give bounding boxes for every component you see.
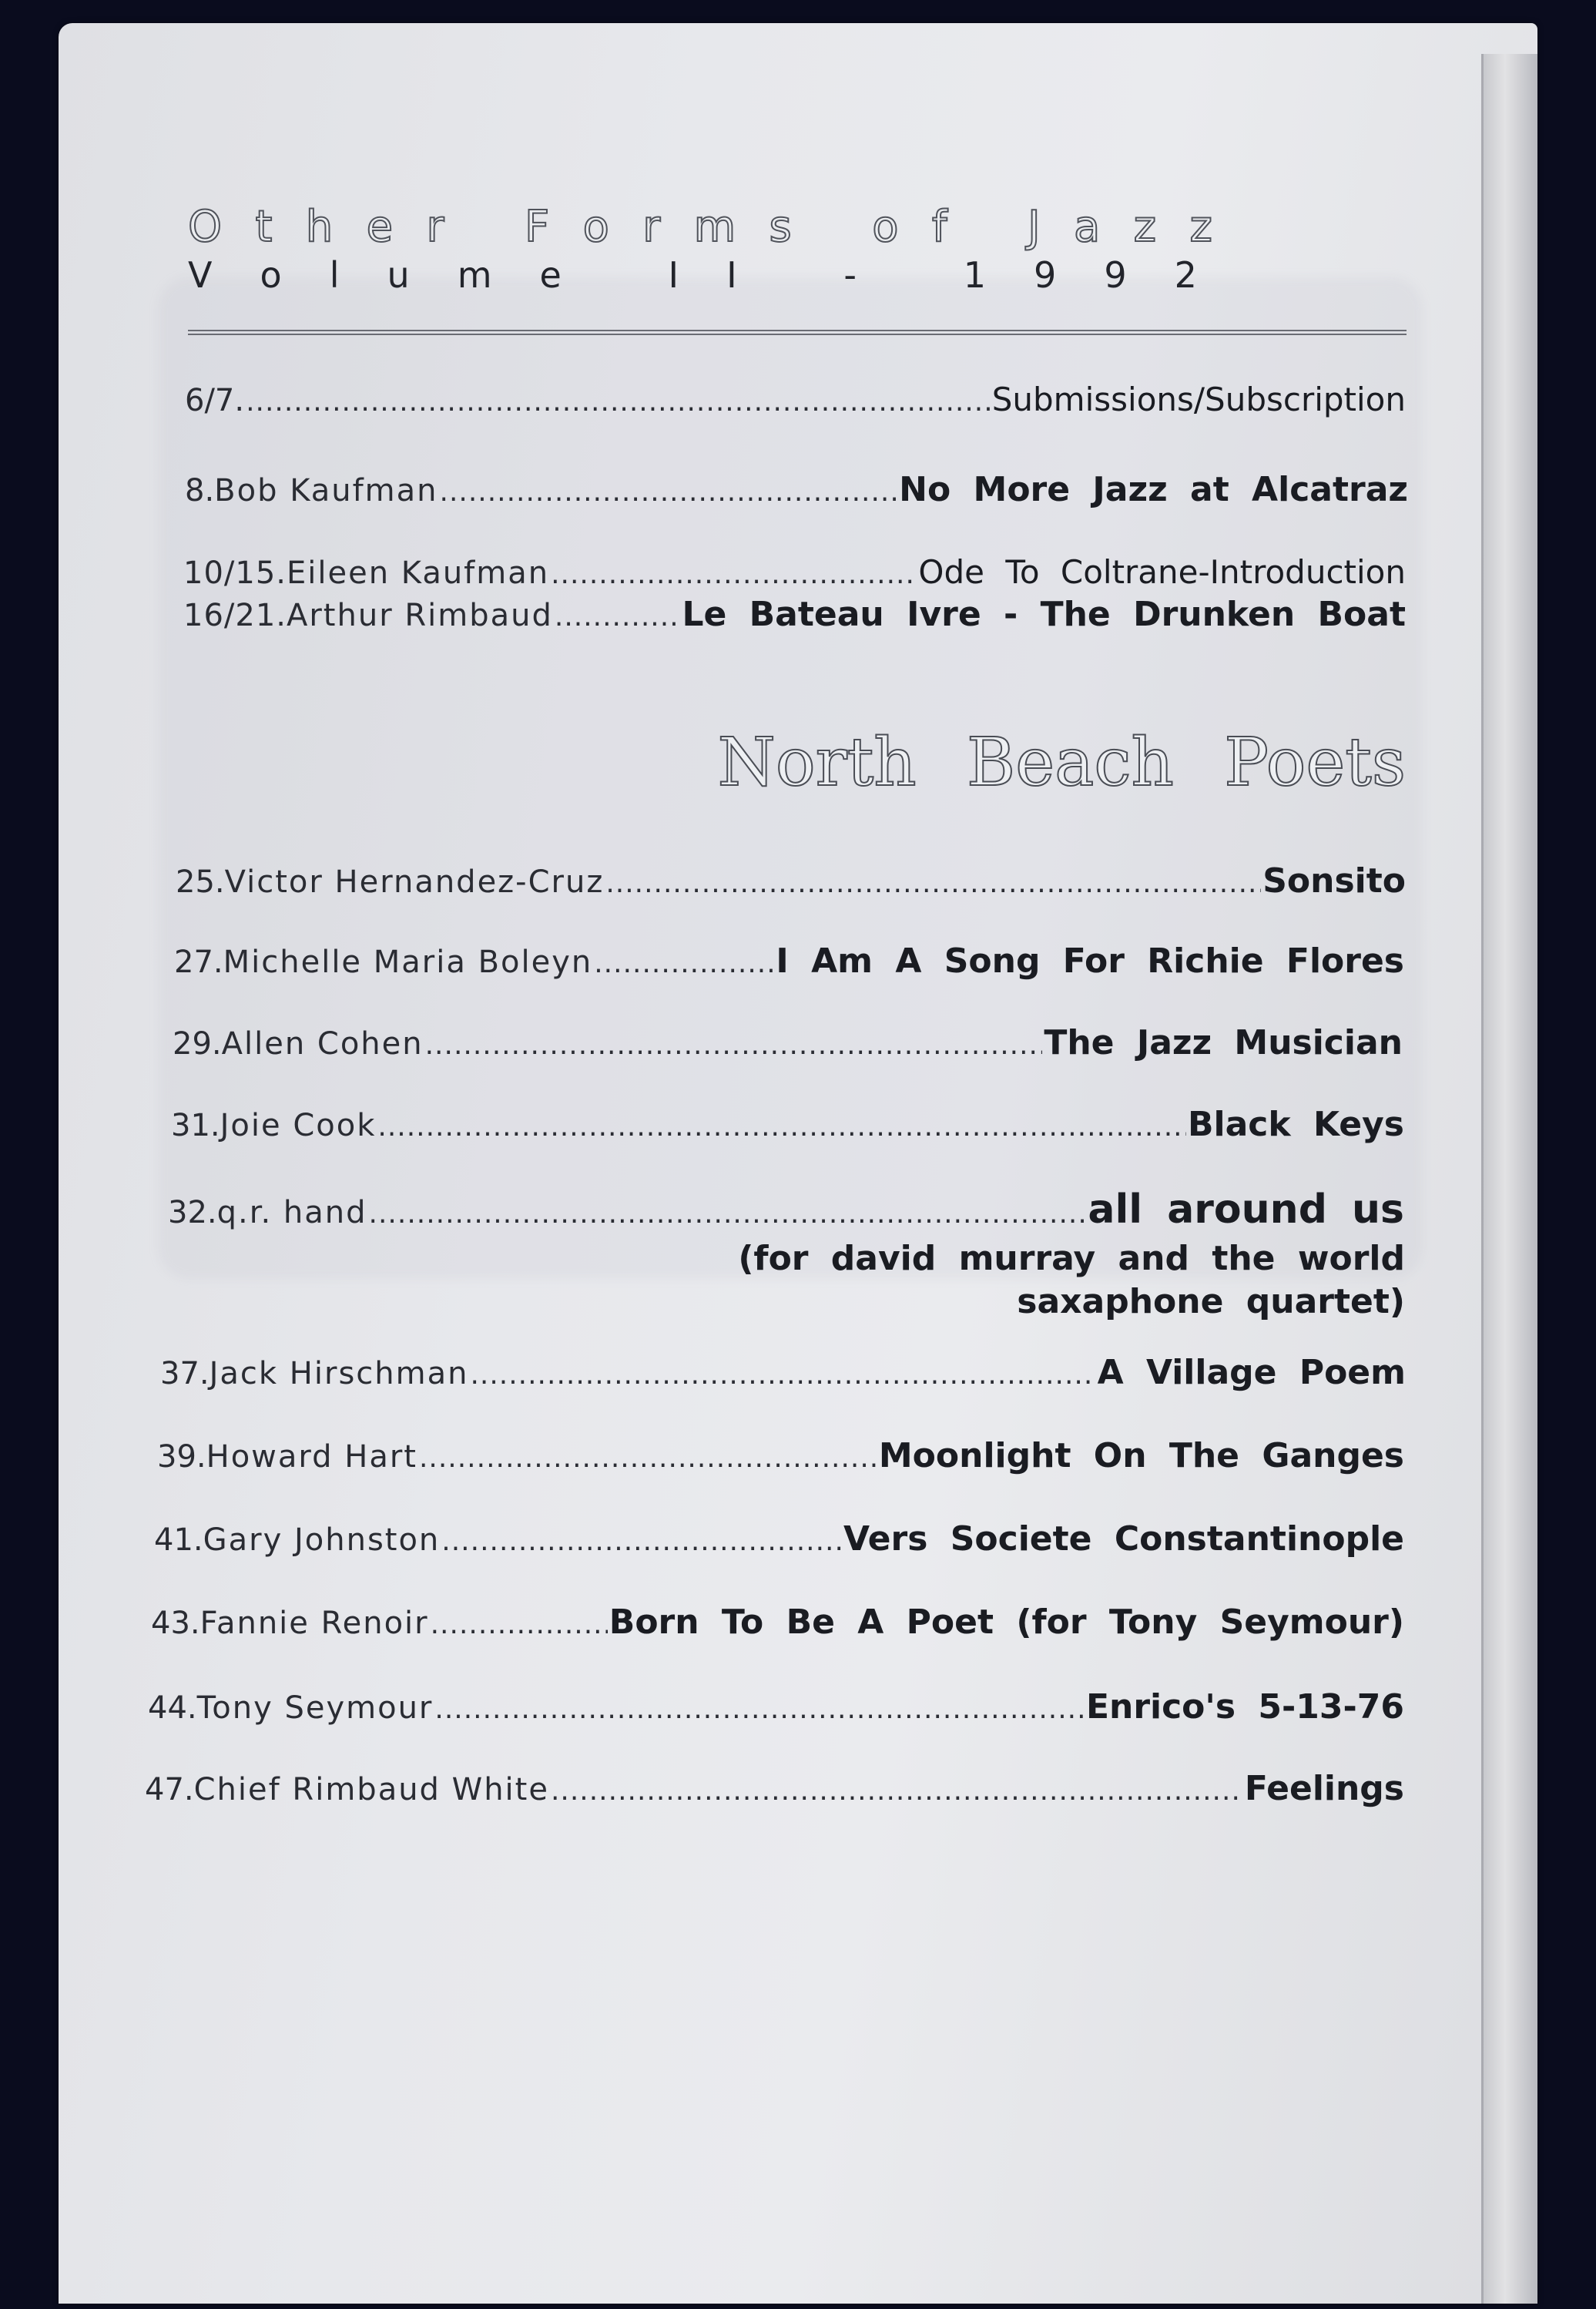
toc-entry bbox=[160, 1353, 1406, 1392]
page-number: 27. bbox=[174, 945, 223, 980]
toc-entry bbox=[173, 1023, 1403, 1062]
masthead-letter: J bbox=[1028, 202, 1041, 252]
masthead-letter: s bbox=[769, 202, 792, 252]
dot-leader bbox=[377, 1111, 1186, 1143]
masthead-letter bbox=[478, 202, 491, 252]
page-number: 31. bbox=[171, 1108, 220, 1143]
masthead-letter: 9 bbox=[1104, 254, 1127, 296]
masthead-letter: z bbox=[1133, 202, 1157, 252]
masthead-letter: h bbox=[305, 202, 334, 252]
masthead-letter bbox=[609, 254, 621, 296]
author-name: Bob Kaufman bbox=[214, 473, 438, 508]
masthead-letter: r bbox=[642, 202, 661, 252]
work-title: Vers Societe Constantinople bbox=[843, 1519, 1404, 1559]
masthead-letter bbox=[904, 254, 916, 296]
dot-leader bbox=[470, 1359, 1095, 1391]
author-name: Michelle Maria Boleyn bbox=[223, 945, 593, 980]
dot-leader bbox=[441, 1525, 842, 1557]
masthead-letter: 9 bbox=[1034, 254, 1057, 296]
page-number: 39. bbox=[157, 1439, 206, 1475]
work-title: No More Jazz at Alcatraz bbox=[899, 470, 1408, 509]
dot-leader bbox=[419, 1442, 877, 1474]
author-name: Victor Hernandez-Cruz bbox=[224, 864, 605, 900]
masthead-letter: f bbox=[931, 202, 947, 252]
dot-leader bbox=[555, 601, 681, 633]
masthead-letter: 1 bbox=[963, 254, 986, 296]
author-name: Gary Johnston bbox=[203, 1522, 441, 1558]
masthead-letter: u bbox=[387, 254, 410, 296]
masthead-letter: O bbox=[188, 202, 223, 252]
dot-leader bbox=[440, 476, 898, 508]
masthead-letter: r bbox=[426, 202, 444, 252]
page-number: 8. bbox=[185, 473, 215, 508]
work-title: A Village Poem bbox=[1097, 1353, 1406, 1392]
booklet-page bbox=[59, 23, 1537, 2304]
masthead-letter bbox=[981, 202, 994, 252]
toc-entry bbox=[183, 595, 1406, 634]
section-heading: North Beach Poets bbox=[717, 724, 1406, 801]
masthead-letter: m bbox=[693, 202, 736, 252]
masthead-letter: z bbox=[1189, 202, 1212, 252]
masthead-letter: e bbox=[539, 254, 562, 296]
page-number: 44. bbox=[148, 1690, 197, 1726]
masthead-letter: a bbox=[1073, 202, 1101, 252]
header-rule bbox=[188, 330, 1407, 335]
author-name: Allen Cohen bbox=[221, 1026, 424, 1062]
dedication-line: (for david murray and the world bbox=[738, 1239, 1405, 1278]
dot-leader bbox=[369, 1198, 1087, 1230]
dot-leader bbox=[246, 386, 991, 418]
author-name: Tony Seymour bbox=[196, 1690, 434, 1726]
masthead-letter: o bbox=[872, 202, 899, 252]
page-number: 37. bbox=[160, 1356, 210, 1391]
masthead-letter: V bbox=[188, 254, 213, 296]
dedication-line: saxaphone quartet) bbox=[1017, 1282, 1405, 1321]
author-name: Joie Cook bbox=[220, 1108, 377, 1143]
masthead-letter: F bbox=[525, 202, 550, 252]
dot-leader bbox=[434, 1693, 1085, 1725]
work-title: I Am A Song For Richie Flores bbox=[776, 941, 1404, 981]
page-number: 32. bbox=[168, 1195, 217, 1230]
page-number: 41. bbox=[154, 1522, 203, 1558]
page-number: 25. bbox=[176, 864, 225, 900]
masthead-letter: e bbox=[366, 202, 394, 252]
toc-entry bbox=[171, 1105, 1404, 1144]
page-number: 29. bbox=[173, 1026, 222, 1062]
work-title: Black Keys bbox=[1187, 1105, 1404, 1144]
masthead-letter: I bbox=[726, 254, 737, 296]
toc-entry bbox=[176, 861, 1406, 901]
masthead-letter: t bbox=[255, 202, 273, 252]
work-title: Moonlight On The Ganges bbox=[878, 1436, 1404, 1475]
toc-entry bbox=[183, 553, 1406, 591]
dot-leader bbox=[551, 1775, 1243, 1807]
author-name: Howard Hart bbox=[206, 1439, 417, 1475]
masthead-letter bbox=[825, 202, 839, 252]
page-number: 6/7. bbox=[185, 383, 245, 418]
masthead-letter: l bbox=[329, 254, 340, 296]
work-title: The Jazz Musician bbox=[1044, 1023, 1403, 1062]
masthead-letter: - bbox=[843, 254, 857, 296]
work-title: Submissions/Subscription bbox=[991, 381, 1406, 418]
page-number: 47. bbox=[145, 1772, 194, 1807]
toc-entry bbox=[151, 1603, 1404, 1642]
masthead-letter: o bbox=[260, 254, 282, 296]
toc-entry bbox=[154, 1519, 1404, 1559]
author-name: Fannie Renoir bbox=[200, 1606, 429, 1641]
toc-entry bbox=[185, 470, 1408, 509]
masthead-letter: o bbox=[582, 202, 609, 252]
work-title: all around us bbox=[1088, 1186, 1404, 1233]
dot-leader bbox=[431, 1609, 608, 1640]
work-title: Le Bateau Ivre - The Drunken Boat bbox=[682, 595, 1406, 634]
series-title bbox=[188, 202, 1212, 252]
masthead-letter bbox=[785, 254, 796, 296]
work-title: Ode To Coltrane-Introduction bbox=[918, 553, 1406, 591]
toc-entry bbox=[174, 941, 1404, 981]
volume-label bbox=[188, 254, 1197, 296]
dot-leader bbox=[594, 948, 774, 979]
work-title: Sonsito bbox=[1262, 861, 1406, 901]
page-number: 10/15. bbox=[183, 555, 287, 591]
work-title: Enrico's 5-13-76 bbox=[1085, 1687, 1404, 1727]
toc-entry bbox=[185, 381, 1406, 418]
author-name: Jack Hirschman bbox=[209, 1356, 469, 1391]
author-name: q.r. hand bbox=[216, 1195, 367, 1230]
author-name: Arthur Rimbaud bbox=[287, 598, 553, 633]
page-number: 16/21. bbox=[183, 598, 287, 633]
toc-entry bbox=[168, 1186, 1404, 1233]
page-number: 43. bbox=[151, 1606, 200, 1641]
toc-entry bbox=[157, 1436, 1404, 1475]
masthead-letter: I bbox=[668, 254, 679, 296]
author-name: Chief Rimbaud White bbox=[193, 1772, 549, 1807]
dot-leader bbox=[551, 559, 917, 590]
author-name: Eileen Kaufman bbox=[287, 555, 550, 591]
masthead-letter: m bbox=[457, 254, 492, 296]
dot-leader bbox=[605, 868, 1261, 899]
masthead-letter: 2 bbox=[1174, 254, 1197, 296]
toc-entry bbox=[145, 1769, 1404, 1808]
dot-leader bbox=[425, 1029, 1043, 1061]
next-page-edge bbox=[1481, 54, 1537, 2304]
work-title: Born To Be A Poet (for Tony Seymour) bbox=[609, 1603, 1404, 1642]
toc-entry bbox=[148, 1687, 1404, 1727]
work-title: Feelings bbox=[1244, 1769, 1404, 1808]
